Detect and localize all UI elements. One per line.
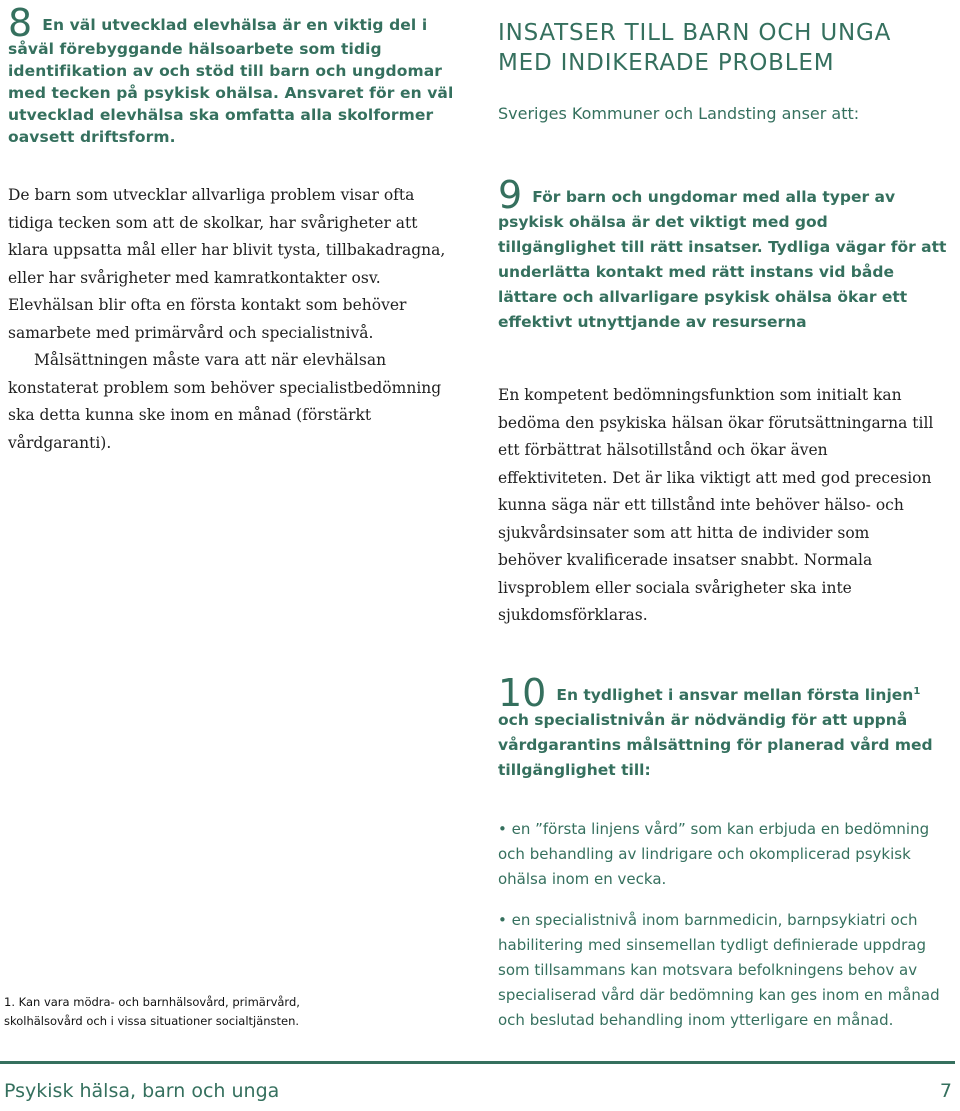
- recommendation-number: 8: [8, 1, 33, 45]
- section-heading: [498, 18, 938, 78]
- recommendation-number: 10: [498, 671, 547, 715]
- paragraph: En kompetent bedömningsfunktion som initialt kan bedöma den psykiska hälsan ökar förutsättningarna till ett förbättrat hälsotillstånd och ökar även effektiviteten. Det är lika viktigt att med god precesion kunna säga när ett tillstånd inte behöver hälso- och sjukvårdsinsater som att hitta de individer som behöver kvalificerade insatser snabbt. Normala livsproblem eller sociala svårigheter ska inte sjukdomsförklaras.: [498, 386, 934, 624]
- list-item: • en specialistnivå inom barnmedicin, barnpsykiatri och habilitering med sinsemellan tydligt definierade uppdrag som tillsammans kan motsvara befolkningens behov av specialiserad vård där bedömning kan ges inom en månad och beslutad behandling inom ytterligare en månad.: [498, 911, 940, 1029]
- recommendation-text: och specialistnivån är nödvändig för att uppnå vårdgarantins målsättning för planerad vård med tillgänglighet till:: [498, 711, 933, 779]
- recommendation-10: [498, 671, 950, 783]
- section-heading-line: INSATSER TILL BARN OCH UNGA: [498, 20, 892, 46]
- footnote-reference: 1: [913, 685, 921, 697]
- section-subtitle: Sveriges Kommuner och Landsting anser att:: [498, 104, 860, 123]
- left-body-text: [8, 182, 454, 457]
- paragraph: De barn som utvecklar allvarliga problem visar ofta tidiga tecken som att de skolkar, har svårigheter att klara uppsatta mål eller har blivit tysta, tillbakadragna, eller har svårigheter med kamratkontakter osv. Elevhälsan blir ofta en första kontakt som behöver samarbete med primärvård och specialistnivå.: [8, 186, 446, 342]
- section-heading-line: MED INDIKERADE PROBLEM: [498, 50, 835, 76]
- right-body-text: [498, 382, 938, 630]
- recommendation-9: [498, 173, 950, 335]
- recommendation-text: En väl utvecklad elevhälsa är en viktig del i såväl förebyggande hälsoarbete som tidig identifikation av och stöd till barn och ungdomar med tecken på psykisk ohälsa. Ansvaret för en väl utvecklad elevhälsa ska omfatta alla skolformer oavsett driftsform.: [8, 16, 454, 146]
- paragraph: Målsättningen måste vara att när elevhälsan konstaterat problem som behöver specialistbedömning ska detta kunna ske inom en månad (förstärkt vårdgaranti).: [8, 351, 442, 452]
- page-number: 7: [939, 1080, 952, 1102]
- recommendation-text: En tydlighet i ansvar mellan första linjen: [556, 686, 914, 704]
- footer-title: Psykisk hälsa, barn och unga: [4, 1080, 280, 1102]
- footer-divider: [0, 1061, 955, 1064]
- list-item: • en ”första linjens vård” som kan erbjuda en bedömning och behandling av lindrigare och okomplicerad psykisk ohälsa inom en vecka.: [498, 820, 930, 888]
- footnote: 1. Kan vara mödra- och barnhälsovård, primärvård, skolhälsovård och i vissa situationer socialtjänsten.: [4, 995, 300, 1028]
- recommendation-number: 9: [498, 173, 523, 217]
- recommendation-8: [8, 1, 468, 148]
- recommendation-text: För barn och ungdomar med alla typer av psykisk ohälsa är det viktigt med god tillgänglighet till rätt insatser. Tydliga vägar för att underlätta kontakt med rätt instans vid både lättare och allvarligare psykisk ohälsa ökar ett effektivt utnyttjande av resurserna: [498, 188, 947, 331]
